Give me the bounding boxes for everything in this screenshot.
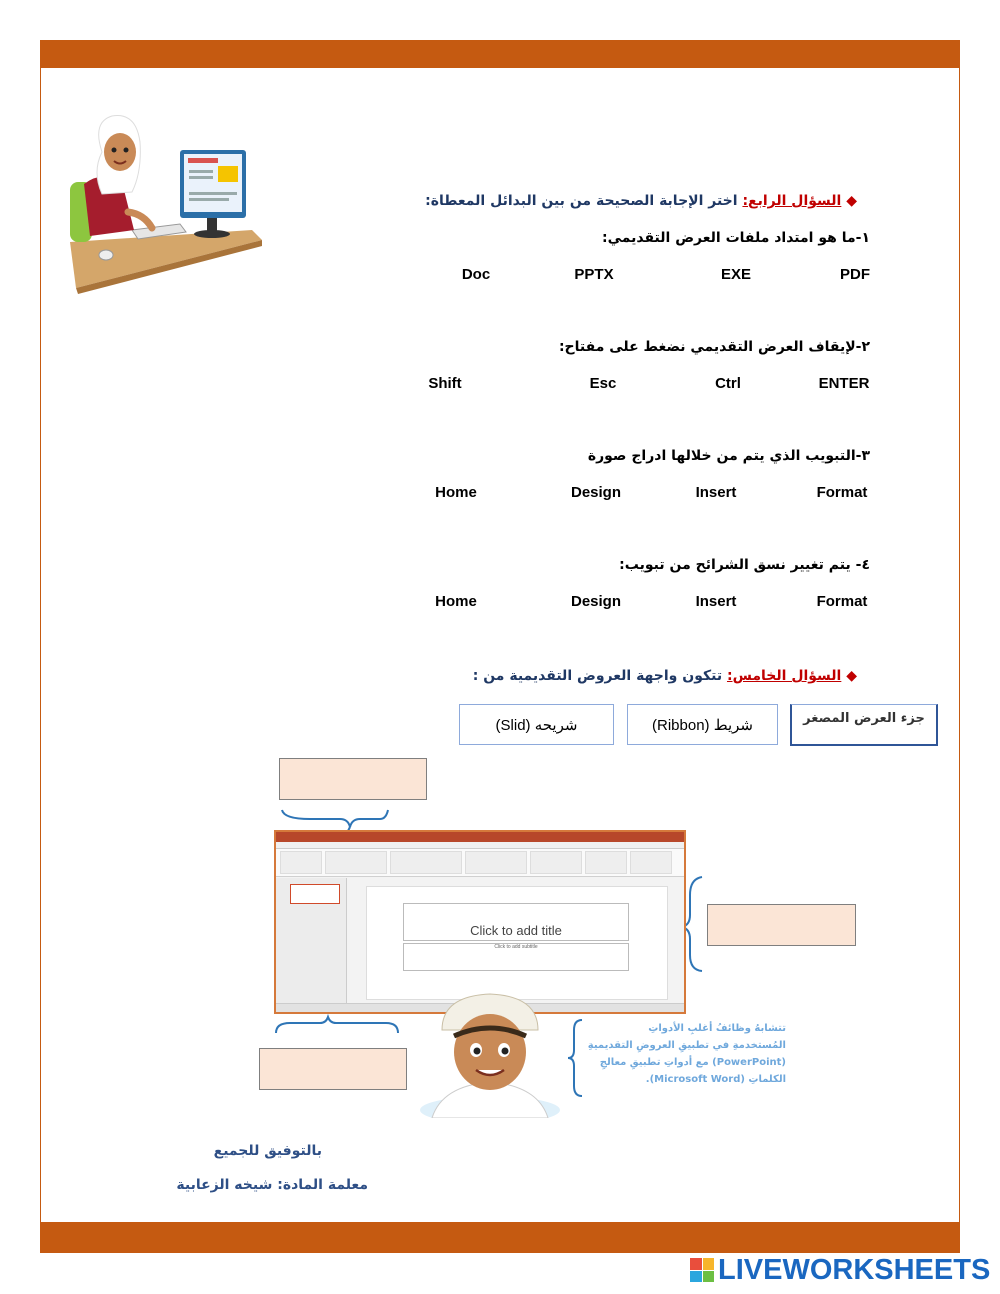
option-3-a[interactable]: Format (816, 484, 868, 501)
option-3-b[interactable]: Insert (695, 484, 737, 501)
callout-line-1: تتشابهُ وظائفُ أغلبِ الأدواتِ (648, 1023, 786, 1034)
question-3: ٣-التبويب الذي يتم من خلالها ادراج صورة (587, 448, 870, 464)
ppt-ribbon (276, 849, 684, 877)
option-1-d[interactable]: Doc (461, 266, 491, 283)
q5-label: السؤال الخامس: (726, 668, 842, 684)
option-2-a[interactable]: ENTER (818, 375, 870, 392)
callout-brace (566, 1018, 584, 1098)
option-4-a[interactable]: Format (816, 593, 868, 610)
option-1-c[interactable]: PPTX (574, 266, 614, 283)
option-4-d[interactable]: Home (435, 593, 477, 610)
option-4-b[interactable]: Insert (695, 593, 737, 610)
ppt-subtitle-text: Click to add subtitle (494, 944, 538, 950)
q5-heading (473, 668, 857, 684)
ppt-title-placeholder (403, 903, 629, 941)
word-bank-thumbnails[interactable]: جزء العرض المصغر (790, 704, 938, 746)
ppt-thumbnail-pane (276, 878, 347, 1004)
answer-box-ribbon[interactable] (279, 758, 427, 800)
callout-text (588, 1020, 786, 1088)
liveworksheets-grid-icon (690, 1258, 714, 1282)
word-bank-ribbon[interactable]: (Ribbon) شريط (627, 704, 778, 745)
callout-line-4: الكلماتِ (Microsoft Word). (645, 1074, 786, 1085)
ppt-subtitle-placeholder (403, 943, 629, 971)
powerpoint-window (274, 830, 686, 1014)
q4-label: السؤال الرابع: (742, 193, 842, 209)
diamond-marker: ◆ (846, 668, 857, 684)
boy-callout (566, 1018, 786, 1096)
teacher-name: معلمة المادة: شيخه الزعابية (176, 1177, 368, 1193)
ppt-tabs (276, 842, 684, 849)
option-2-c[interactable]: Esc (589, 375, 617, 392)
ppt-thumbnail (290, 884, 340, 904)
q4-instruction: اختر الإجابة الصحيحة من بين البدائل المعطاة: (425, 193, 743, 209)
boy-illustration (412, 990, 572, 1118)
answer-box-slide[interactable] (707, 904, 856, 946)
question-1: ١-ما هو امتداد ملفات العرض التقديمي: (601, 230, 870, 246)
option-4-c[interactable]: Design (570, 593, 622, 610)
top-banner (40, 40, 960, 68)
option-1-a[interactable]: PDF (840, 266, 870, 283)
option-3-c[interactable]: Design (570, 484, 622, 501)
bottom-banner (40, 1222, 960, 1253)
question-4: ٤- يتم تغيير نسق الشرائح من تبويب: (619, 557, 870, 573)
girl-computer-illustration (62, 112, 267, 297)
option-2-d[interactable]: Shift (428, 375, 462, 392)
ppt-title-text: Click to add title (470, 923, 562, 938)
ppt-slide (366, 886, 668, 1000)
q5-instruction: تتكون واجهة العروض التقديمية من : (472, 668, 727, 684)
callout-line-3: (PowerPoint) مع أدواتِ تطبيقِ معالجِ (599, 1057, 786, 1068)
option-2-b[interactable]: Ctrl (715, 375, 741, 392)
liveworksheets-logo (690, 1254, 990, 1286)
question-2: ٢-لإيقاف العرض التقديمي نضغط على مفتاح: (558, 339, 870, 355)
ppt-titlebar (276, 832, 684, 842)
answer-box-thumbnails[interactable] (259, 1048, 407, 1090)
callout-line-2: المُستخدمةِ في تطبيقِ العروضِ التقديميةِ (587, 1040, 786, 1051)
option-3-d[interactable]: Home (435, 484, 477, 501)
word-bank-slide[interactable]: (Slid) شريحه (459, 704, 614, 745)
liveworksheets-wordmark: LIVEWORKSHEETS (718, 1253, 991, 1286)
closing-wish: بالتوفيق للجميع (213, 1143, 322, 1159)
diamond-marker: ◆ (846, 193, 857, 209)
q4-heading (425, 193, 857, 209)
option-1-b[interactable]: EXE (720, 266, 752, 283)
